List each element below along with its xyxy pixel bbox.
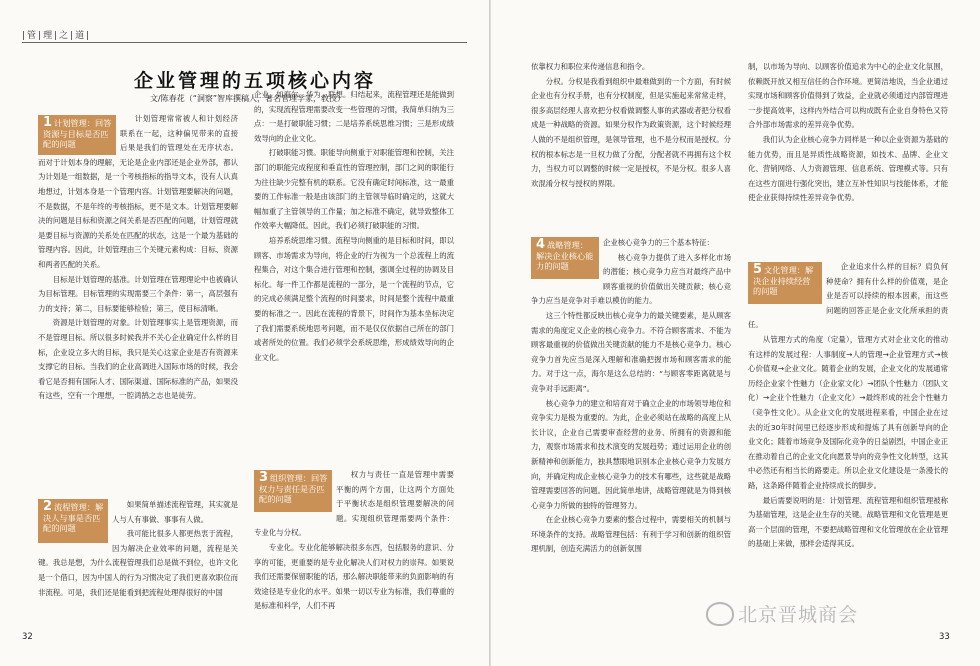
paragraph: 依靠权力和职位来传递信息和指令。 bbox=[531, 62, 650, 71]
paragraph: 我们认为企业核心竞争力同样是一种以企业资源为基础的能力优势，而且是异质性战略资源，如技术、品牌、企业文化、营销网络、人力资源管理、信息系统、管理模式等。只有在这些方面进行强化突出，建立互补性知识与技能体系，才能使企业获得持续性差异竞争优势。 bbox=[748, 134, 948, 203]
paragraph: 这三个特性都反映出核心竞争力的最关键要素，是从顾客需求的角度定义企业的核心竞争力。不符合顾客需求、不能为顾客最重视的价值做出关键贡献的能力不是核心竞争力。核心竞争力首先应当是深入理解和准确把握市场和顾客需求的能力。对于这一点，海尔是这么总结的：“与顾客零距离就是与竞争对手远距离”。 bbox=[531, 310, 731, 393]
paragraph: 计划管理常常被人和计划经济联系在一起，这种偏见带来的直接后果是我们的管理处在无序状态。而对于计划本身的理解，无论是企业内部还是企业外部，都认为计划是一组数据，是一个考核指标的指导文本，没有人认真地想过，计划本身是一个管理内容。计划管理要解决的问题，不是数据，不是年终的考核指标，更不是文本。计划管理要解决的问题是目标和资源之间关系是否匹配的问题，计划管理就是要目标与资源的关系处在匹配的状态，这是一个最为基础的管理内容。因此，计划管理由三个关键元素构成：目标、资源和两者匹配的关系。 bbox=[38, 114, 238, 269]
section-4-number: 4 bbox=[536, 237, 546, 252]
paragraph: 在企业核心竞争力要素的整合过程中，需要相关的机制与环境条件的支持。战略管理包括：有利于学习和创新的组织管理机制，创造充满活力的创新氛围 bbox=[531, 515, 731, 554]
column-2-text bbox=[254, 88, 454, 468]
column-3-text bbox=[531, 60, 731, 225]
section-5-title: 文化管理：解决企业持续经营的问题 bbox=[753, 265, 814, 296]
paragraph: 分权。分权是我看到组织中最难做到的一个方面，有时候企业也有分权手册，也有分权制度，但是实施起来常常走样，很多高层经理人喜欢把分权看做调整人事的武器或者把分权看成是一种战略的资源。如果分权作为政策资源，这个时候经理人做的不是组织管理，是领导管理，也不是分权而是授权。分权的根本标志是一旦权力做了分配，分配者就不再拥有这个权力，当权力可以调整的时候一定是授权，不是分权。很多人喜欢混淆分权与授权的界限。 bbox=[531, 76, 731, 188]
paragraph: 专业化。专业化能够解决很多东西，包括服务的意识、分享的可能，更重要的是专业化解决人们对权力的崇拜。如果说我们还需要保留职能的话，那么解决职能带来的负面影响的有效途径是专业化的水平。如果一切以专业为标准，我们尊重的是标准和科学，人们不再 bbox=[254, 542, 454, 611]
section-3-number: 3 bbox=[259, 470, 269, 485]
right-page bbox=[491, 0, 980, 666]
page-number-left: 32 bbox=[22, 632, 33, 642]
section-1-number: 1 bbox=[43, 115, 53, 130]
section-5-number: 5 bbox=[753, 262, 763, 277]
left-page bbox=[0, 0, 489, 666]
paragraph: 制，以市场为导向、以顾客价值追求为中心的企业文化氛围，依赖既开放又相互信任的合作环境。更简洁地说，当企业通过实现市场和顾客价值得到了效益，企业就必须通过内部管理进一步提高效率，这样内外结合可以构成既有企业自身特色又符合外部市场需求的差异竞争优势。 bbox=[748, 62, 948, 130]
paragraph: 从管理方式的角度（定量），管理方式对企业文化的推动有这样的发展过程：人事制度→人的管理→企业管理方式→核心价值观→企业文化。随着企业的发展，企业文化的发展通常历经企业家个性魅力（企业家文化）→团队个性魅力（团队文化）→企业个性魅力（企业文化）→最终形成的社会个性魅力（竞争性文化）。从企业文化的发展进程来看，中国企业在过去的近30年时间里已经逐步形成和提炼了具有创新导向的企业文化；随着市场竞争及国际化竞争的日益剧烈，中国企业正在推动着自己的企业文化向愿景导向的竞争性文化转型，这其中必然还有相当长的路要走。所以企业文化建设是一条漫长的路，这条路伴随着企业持续成长的脚步。 bbox=[748, 334, 948, 490]
page-number-right: 33 bbox=[939, 632, 950, 642]
paragraph: 最后需要说明的是：计划管理、流程管理和组织管理被称为基础管理，这是企业生存的关键。战略管理和文化管理是更高一个层面的管理，不要把战略管理和文化管理放在企业管理的基础上来做，那样会适得其反。 bbox=[748, 495, 948, 549]
paragraph: 核心竞争力提供了进入多样化市场的潜能；核心竞争力应当对最终产品中顾客重视的价值做出关键贡献；核心竞争力应当是竞争对手难以模仿的能力。 bbox=[531, 252, 731, 306]
article-title: 企业管理的五项核心内容 bbox=[133, 70, 376, 92]
paragraph: 企业追求什么样的目标？肩负何种使命？拥有什么样的价值观，是企业是否可以持续的根本因素，而这些问题的回答正是企业文化所承担的责任。 bbox=[748, 262, 948, 330]
section-1-title: 计划管理：回答资源与目标是否匹配的问题 bbox=[43, 118, 112, 149]
column-2b-text bbox=[254, 468, 454, 618]
header-rule bbox=[22, 42, 467, 43]
column-1-text bbox=[38, 112, 238, 404]
paragraph: 我可能比很多人都更热衷于流程，因为解决企业效率的问题，流程是关键。我总是想，为什么流程管理我们总是做不到位，也许文化是一个借口，因为中国人的行为习惯决定了我们更喜欢职位而非流程。可是，我们还是能看到把流程处理得很好的中国 bbox=[38, 529, 238, 597]
paragraph: 打破职能习惯。职能导向侧重于对职能管理和控制，关注部门的职能完成程度和垂直性的管理控制，部门之间的职能行为往往缺少完整有机的联系。它没有确定时间标准，这一最重要的工作标准一般是由该部门的主管领导临时确定的，这就大幅加重了主管领导的工作量；加之标准不确定，就导致整体工作效率大幅降低。因此，我们必须打破职能的习惯。 bbox=[254, 148, 454, 231]
section-header: |管|理|之|道| bbox=[22, 31, 92, 41]
paragraph: 核心竞争力的建立和培育对于确立企业的市场领导地位和竞争实力是极为重要的。为此，企业必须站在战略的高度上从长计议，企业自己需要审查经营的业务、所拥有的资源和能力，观察市场需求和技术演变的发展趋势；通过运用企业的创新精神和创新能力，独具慧眼地识别本企业核心竞争力发展方向，并确定构成企业核心竞争力的技术有哪些，这些就是战略管理需要回答的问题。因此简单地讲，战略管理就是为得到核心竞争力所做的独特的管理努力。 bbox=[531, 398, 731, 510]
section-3-title: 组织管理：回答权力与责任是否匹配的问题 bbox=[259, 473, 328, 504]
section-2-title: 流程管理：解决人与事是否匹配的问题 bbox=[43, 502, 104, 533]
column-4-text bbox=[748, 60, 948, 246]
watermark: 北京晋城商会 bbox=[738, 604, 859, 626]
paragraph: 企业，如海尔、华为、联想。归结起来，流程管理还是能做到的，实现流程管理需要改变一些管理的习惯，我简单归纳为三点：一是打破职能习惯；二是培养系统思维习惯；三是形成绩效导向的企业文化。 bbox=[254, 90, 454, 143]
paragraph: 资源是计划管理的对象。计划管理事实上是管理资源，而不是管理目标。所以很多时候我并不关心企业确定什么样的目标，企业设立多大的目标，我只是关心这家企业是否有资源来支撑它的目标。当我们的企业高调进入国际市场的时候，我会看它是否拥有国际人才、国际渠道、国际标准的产品，如果没有这些，空有一个理想，一腔鸿鹄之志也是徒劳。 bbox=[38, 318, 238, 401]
section-4-title: 战略管理：解决企业核心能力的问题 bbox=[536, 240, 594, 271]
paragraph: 目标是计划管理的基准。计划管理在管理理论中也被确认为目标管理。目标管理的实现需要三个条件：第一，高层强有力的支持；第二，目标要能够检验；第三，使目标清晰。 bbox=[38, 274, 238, 313]
paragraph: 培养系统思维习惯。流程导向侧重的是目标和时间，即以顾客、市场需求为导向，将企业的行为视为一个总流程上的流程集合，对这个集合进行管理和控制，强调全过程的协调及目标化。每一件工作都是流程的一部分，是一个流程的节点，它的完成必须满足整个流程的时间要求，时间是整个流程中最重要的标准之一。因此在流程的背景下，时间作为基本坐标决定了我们需要系统地思考问题，而不是仅仅依据自己所在的部门或者所处的位置。我们必须学会系统思维，形成绩效导向的企业文化。 bbox=[254, 235, 454, 362]
paragraph: 如果简单描述流程管理，其实就是人与人有事做、事事有人做。 bbox=[112, 500, 238, 524]
column-4b-text bbox=[748, 260, 948, 620]
section-2-number: 2 bbox=[43, 499, 53, 514]
paragraph: 企业核心竞争力的三个基本特征： bbox=[603, 238, 714, 247]
paragraph: 权力与责任一直是管理中需要平衡的两个方面，让这两个方面处于平衡状态是组织管理要解决的问题。实现组织管理需要两个条件：专业化与分权。 bbox=[254, 470, 454, 538]
column-1b-text bbox=[38, 498, 238, 618]
column-3b-text bbox=[531, 236, 731, 620]
article-byline: 文/陈春花（“洞察”智库撰稿人，著名管理学家，教授） bbox=[150, 94, 345, 103]
wechat-icon bbox=[706, 602, 734, 626]
